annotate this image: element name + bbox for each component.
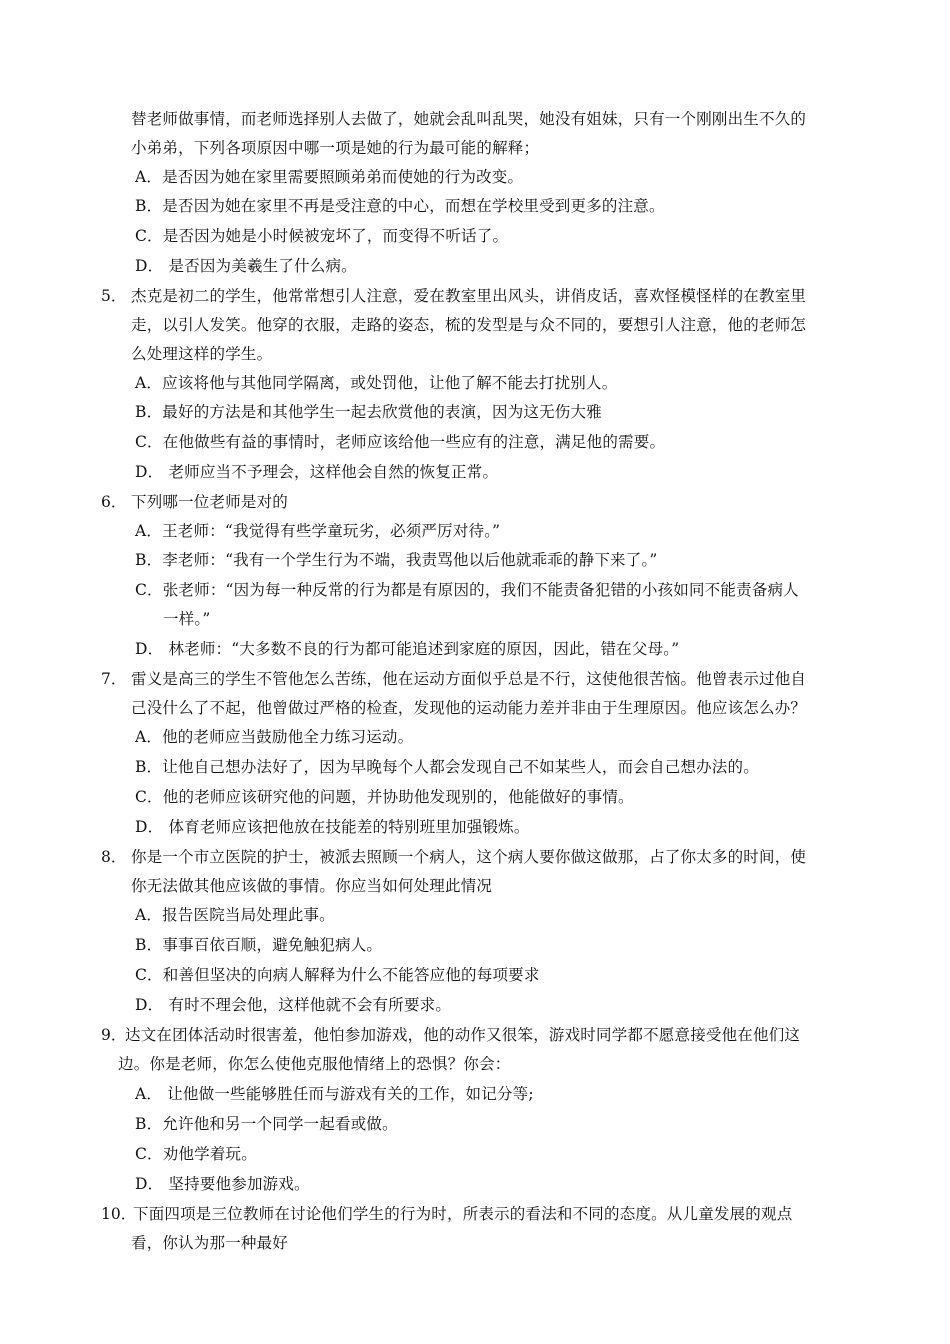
q9-stem-line-1: 达文在团体活动时很害羞，他怕参加游戏，他的动作又很笨，游戏时同学都不愿意接受他在他们这 bbox=[125, 1026, 801, 1044]
q8-option-c: C．和善但坚决的向病人解释为什么不能答应他的每项要求 bbox=[135, 966, 540, 984]
q9-option-b: B．允许他和另一个同学一起看或做。 bbox=[135, 1115, 398, 1133]
q4-option-c: C．是否因为她是小时候被宠坏了，而变得不听话了。 bbox=[135, 227, 509, 245]
q4-option-d: D． 是否因为美羲生了什么病。 bbox=[135, 257, 357, 275]
q7-option-b: B．让他自己想办法好了，因为早晚每个人都会发现自己不如某些人，而会自己想办法的。 bbox=[135, 758, 759, 776]
q10-stem-line-1: 下面四项是三位教师在讨论他们学生的行为时，所表示的看法和不同的态度。从儿童发展的观点 bbox=[133, 1205, 793, 1223]
q5-stem-line-1: 杰克是初二的学生，他常常想引人注意，爱在教室里出风头，讲俏皮话，喜欢怪模怪样的在教室里 bbox=[131, 287, 807, 305]
q4-option-a: A．是否因为她在家里需要照顾弟弟而使她的行为改变。 bbox=[135, 168, 524, 186]
q4-option-b: B．是否因为她在家里不再是受注意的中心，而想在学校里受到更多的注意。 bbox=[135, 197, 665, 215]
q4-stem-line-1: 替老师做事情，而老师选择别人去做了，她就会乱叫乱哭，她没有姐妹，只有一个刚刚出生不久的 bbox=[131, 110, 807, 128]
q9-option-a: A． 让他做一些能够胜任而与游戏有关的工作，如记分等; bbox=[135, 1085, 534, 1103]
q5-option-b: B．最好的方法是和其他学生一起去欣赏他的表演，因为这无伤大雅 bbox=[135, 403, 602, 421]
q6-option-a: A．王老师：“我觉得有些学童玩劣，必须严厉对待。” bbox=[135, 522, 501, 540]
q9-number: 9． bbox=[101, 1026, 127, 1044]
q8-option-b: B．事事百依百顺，避免触犯病人。 bbox=[135, 936, 383, 954]
q6-stem-line-1: 下列哪一位老师是对的 bbox=[131, 493, 289, 511]
q10-number: 10． bbox=[101, 1205, 137, 1223]
q7-stem-line-2: 己没什么了不起，他曾做过严格的检查，发现他的运动能力差并非由于生理原因。他应该怎么办？ bbox=[131, 699, 807, 717]
q6-option-c-line-2: 一样。” bbox=[163, 610, 211, 628]
q4-stem-line-2: 小弟弟，下列各项原因中哪一项是她的行为最可能的解释； bbox=[131, 139, 540, 157]
q8-option-a: A．报告医院当局处理此事。 bbox=[135, 906, 335, 924]
q6-option-d: D． 林老师：“大多数不良的行为都可能追述到家庭的原因，因此，错在父母。” bbox=[135, 640, 680, 658]
q9-stem-line-2: 边。你是老师，你怎么使他克服他情绪上的恐惧？你会： bbox=[118, 1055, 511, 1073]
q6-number: 6． bbox=[101, 493, 127, 511]
q8-option-d: D． 有时不理会他，这样他就不会有所要求。 bbox=[135, 996, 452, 1014]
q5-option-d: D． 老师应当不予理会，这样他会自然的恢复正常。 bbox=[135, 463, 499, 481]
q7-number: 7． bbox=[101, 670, 127, 688]
q7-stem-line-1: 雷义是高三的学生不管他怎么苦练，他在运动方面似乎总是不行，这使他很苦恼。他曾表示过他自 bbox=[131, 670, 807, 688]
q5-option-c: C．在他做些有益的事情时，老师应该给他一些应有的注意，满足他的需要。 bbox=[135, 433, 666, 451]
q5-option-a: A．应该将他与其他同学隔离，或处罚他，让他了解不能去打扰别人。 bbox=[135, 374, 618, 392]
q6-option-c-line-1: C．张老师：“因为每一种反常的行为都是有原因的，我们不能责备犯错的小孩如同不能责备病人 bbox=[135, 581, 799, 599]
q8-number: 8． bbox=[101, 848, 127, 866]
q6-option-b: B．李老师：“我有一个学生行为不端，我责骂他以后他就乖乖的静下来了。” bbox=[135, 551, 658, 569]
q8-stem-line-2: 你无法做其他应该做的事情。你应当如何处理此情况 bbox=[131, 877, 493, 895]
q10-stem-line-2: 看，你认为那一种最好 bbox=[131, 1234, 289, 1252]
q9-option-d: D． 坚持要他参加游戏。 bbox=[135, 1175, 310, 1193]
q5-number: 5． bbox=[101, 287, 127, 305]
q9-option-c: C．劝他学着玩。 bbox=[135, 1145, 257, 1163]
q7-option-d: D． 体育老师应该把他放在技能差的特别班里加强锻炼。 bbox=[135, 818, 530, 836]
q5-stem-line-3: 么处理这样的学生。 bbox=[131, 345, 273, 363]
q7-option-a: A．他的老师应当鼓励他全力练习运动。 bbox=[135, 728, 414, 746]
q8-stem-line-1: 你是一个市立医院的护士，被派去照顾一个病人，这个病人要你做这做那，占了你太多的时间，使 bbox=[131, 848, 807, 866]
q7-option-c: C．他的老师应该研究他的问题，并协助他发现别的，他能做好的事情。 bbox=[135, 788, 634, 806]
q5-stem-line-2: 走，以引人发笑。他穿的衣服，走路的姿态，梳的发型是与众不同的，要想引人注意，他的老师怎 bbox=[131, 316, 807, 334]
